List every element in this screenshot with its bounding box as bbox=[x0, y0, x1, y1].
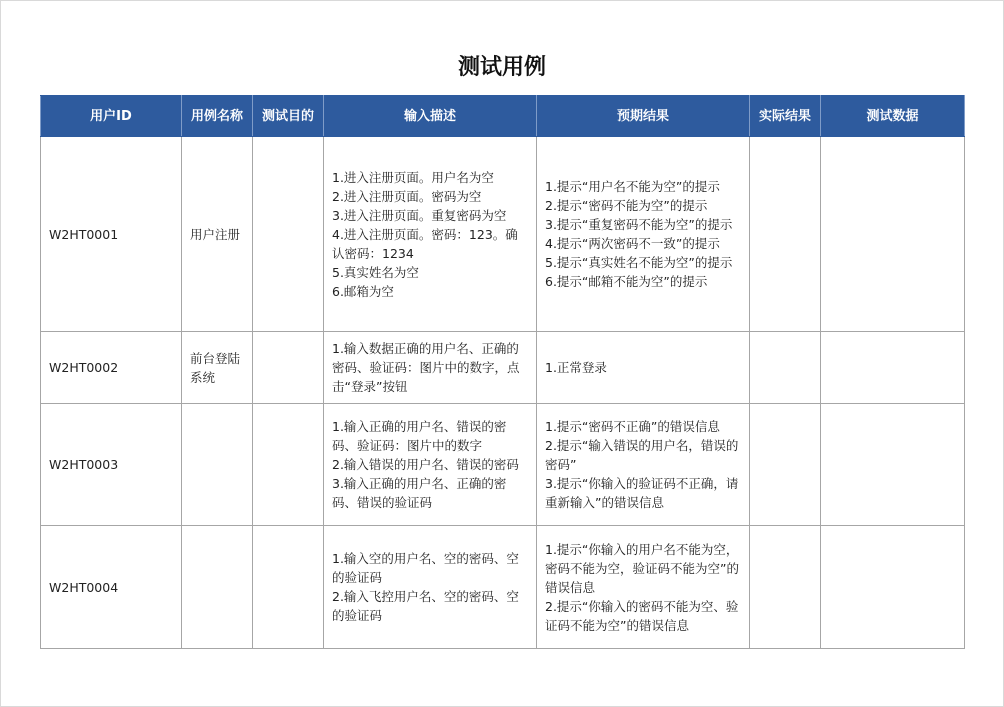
cell-test-data bbox=[821, 526, 965, 649]
test-case-table bbox=[40, 95, 965, 649]
cell-test-purpose bbox=[253, 526, 324, 649]
cell-expected-result bbox=[537, 526, 750, 649]
input-line: 2.进入注册页面。密码为空 bbox=[332, 188, 482, 204]
expected-line: 1.提示“你输入的用户名不能为空，密码不能为空，验证码不能为空”的错误信息 bbox=[545, 541, 739, 595]
expected-line: 1.提示“密码不正确”的错误信息 bbox=[545, 419, 720, 434]
cell-input-description bbox=[324, 137, 537, 332]
cell-user-id: W2HT0001 bbox=[41, 137, 182, 332]
cell-test-purpose bbox=[253, 404, 324, 526]
expected-line: 2.提示“密码不能为空”的提示 bbox=[545, 198, 708, 213]
cell-user-id: W2HT0004 bbox=[41, 526, 182, 649]
cell-user-id: W2HT0003 bbox=[41, 404, 182, 526]
input-line: 1.输入正确的用户名、错误的密码、验证码：图片中的数字 bbox=[332, 419, 507, 453]
cell-expected-result bbox=[537, 137, 750, 332]
cell-actual-result bbox=[750, 526, 821, 649]
cell-input-description bbox=[324, 404, 537, 526]
input-line: 5.真实姓名为空 bbox=[332, 264, 419, 280]
input-line: 6.邮箱为空 bbox=[332, 283, 394, 299]
cell-test-data bbox=[821, 137, 965, 332]
expected-line: 3.提示“重复密码不能为空”的提示 bbox=[545, 217, 733, 232]
expected-line: 4.提示“两次密码不一致”的提示 bbox=[545, 236, 720, 251]
expected-line: 1.正常登录 bbox=[545, 360, 607, 375]
cell-case-name bbox=[182, 526, 253, 649]
table-header-row bbox=[41, 96, 965, 137]
header-input-description: 输入描述 bbox=[324, 96, 537, 137]
input-line: 4.进入注册页面。密码：123。确认密码：1234 bbox=[332, 226, 518, 261]
cell-test-data bbox=[821, 404, 965, 526]
expected-line: 1.提示“用户名不能为空”的提示 bbox=[545, 179, 720, 194]
input-line: 1.输入数据正确的用户名、正确的密码、验证码：图片中的数字，点击“登录”按钮 bbox=[332, 341, 520, 394]
input-line: 2.输入飞控用户名、空的密码、空的验证码 bbox=[332, 589, 519, 623]
cell-expected-result bbox=[537, 332, 750, 404]
expected-line: 2.提示“输入错误的用户名，错误的密码” bbox=[545, 438, 739, 472]
input-line: 2.输入错误的用户名、错误的密码 bbox=[332, 457, 519, 472]
header-actual-result: 实际结果 bbox=[750, 96, 821, 137]
header-user-id: 用户ID bbox=[41, 96, 182, 137]
cell-test-purpose bbox=[253, 332, 324, 404]
cell-actual-result bbox=[750, 404, 821, 526]
cell-expected-result bbox=[537, 404, 750, 526]
table-row bbox=[41, 332, 965, 404]
cell-case-name bbox=[182, 404, 253, 526]
input-line: 3.输入正确的用户名、正确的密码、错误的验证码 bbox=[332, 476, 507, 510]
cell-input-description bbox=[324, 526, 537, 649]
input-line: 3.进入注册页面。重复密码为空 bbox=[332, 207, 507, 223]
header-expected-result: 预期结果 bbox=[537, 96, 750, 137]
table-row bbox=[41, 137, 965, 332]
cell-actual-result bbox=[750, 332, 821, 404]
cell-user-id: W2HT0002 bbox=[41, 332, 182, 404]
page-title: 测试用例 bbox=[457, 55, 546, 80]
cell-test-purpose bbox=[253, 137, 324, 332]
input-line: 1.输入空的用户名、空的密码、空的验证码 bbox=[332, 551, 519, 585]
expected-line: 5.提示“真实姓名不能为空”的提示 bbox=[545, 255, 733, 270]
expected-line: 6.提示“邮箱不能为空”的提示 bbox=[545, 274, 708, 289]
cell-case-name: 用户注册 bbox=[182, 137, 253, 332]
input-line: 1.进入注册页面。用户名为空 bbox=[332, 169, 494, 185]
cell-actual-result bbox=[750, 137, 821, 332]
cell-input-description bbox=[324, 332, 537, 404]
header-test-data: 测试数据 bbox=[821, 96, 965, 137]
expected-line: 2.提示“你输入的密码不能为空、验证码不能为空”的错误信息 bbox=[545, 598, 739, 633]
expected-line: 3.提示“你输入的验证码不正确，请重新输入”的错误信息 bbox=[545, 476, 739, 510]
cell-test-data bbox=[821, 332, 965, 404]
cell-case-name: 前台登陆系统 bbox=[182, 332, 253, 404]
table-row bbox=[41, 404, 965, 526]
table-row bbox=[41, 526, 965, 649]
header-case-name: 用例名称 bbox=[182, 96, 253, 137]
header-test-purpose: 测试目的 bbox=[253, 96, 324, 137]
